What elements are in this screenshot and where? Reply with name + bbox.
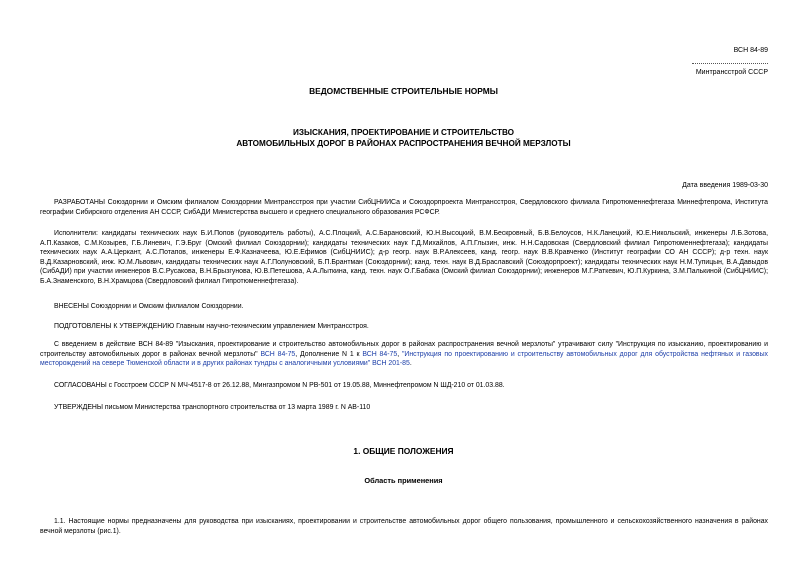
document-title: ВЕДОМСТВЕННЫЕ СТРОИТЕЛЬНЫЕ НОРМЫ xyxy=(309,86,498,96)
link-vsn-84-75-addendum[interactable]: ВСН 84-75 xyxy=(362,350,398,358)
paragraph-prepared: ПОДГОТОВЛЕНЫ К УТВЕРЖДЕНИЮ Главным научно-техническим управлением Минтрансстроя. xyxy=(54,323,369,330)
subtitle-line-2: АВТОМОБИЛЬНЫХ ДОРОГ В РАЙОНАХ РАСПРОСТРАНЕНИЯ ВЕЧНОЙ МЕРЗЛОТЫ xyxy=(236,139,571,148)
paragraph-agreed: СОГЛАСОВАНЫ с Госстроем СССР N МЧ-4517-8 от 26.12.88, Мингазпромом N РВ-501 от 19.05.88, Миннефтепромом N ШД-210 от 01.03.88. xyxy=(54,382,505,389)
document-code: ВСН 84-89 xyxy=(733,47,768,54)
paragraph-1-1: 1.1. Настоящие нормы предназначены для руководства при изысканиях, проектировании и строительстве автомобильных дорог общего пользования, промышленного и сельскохозяйственного назначения в районах вечной мерзлоты (рис.1). xyxy=(40,518,768,535)
paragraph-performers: Исполнители: кандидаты технических наук Б.И.Попов (руководитель работы), А.С.Плоцкий, А.С.Барановский, Ю.Н.Высоцкий, В.М.Бескровный, Б.В.Белоусов, Н.К.Ланецкий, Ю.Е.Никольский, инженеры Л.Б.Зотова, А.П.Казаков, С.М.Козырев, Г.Б.Линевич, Г.Э.Бруг (Омский филиал Союздорнии); кандидаты технических наук Г.Д.Михайлов, А.П.Глызин, инж. Н.Н.Садовская (Свердловский филиал Гипротюменнефтегаза); кандидаты технических наук А.А.Церкант, А.С.Потапов, инженеры Е.Ф.Казначеева, Ю.Е.Ефимов (СибЦНИИС); д-р геогр. наук В.Р.Алексеев, канд. геогр. наук В.В.Кравченко (Институт географии СО АН СССР); д-р техн. наук В.Д.Казарновский, инж. Ю.М.Львович, кандидаты технических наук А.Г.Полуновский, Б.П.Брантман (Союздорнии); канд. техн. наук В.Д.Браславский (Союздорпроект); кандидаты технических наук Н.М.Тупицын, В.А.Давыдов (СибАДИ) при участии инженеров В.С.Русакова, В.Н.Брызгунова, Ю.В.Петешова, А.А.Лыткина, канд. техн. наук О.Г.Бабака (Омский филиал Союздорнии); инженеров М.Г.Раткевич, Ю.П.Куркина, З.М.Палькиной (СибЦНИИС); Б.А.Знаменского, В.Н.Храмцова (Свердловский филиал Гипротюменнефтегаза). xyxy=(40,230,768,285)
paragraph-approved: УТВЕРЖДЕНЫ письмом Министерства транспортного строительства от 13 марта 1989 г. N АВ-110 xyxy=(54,404,371,411)
subtitle-line-1: ИЗЫСКАНИЯ, ПРОЕКТИРОВАНИЕ И СТРОИТЕЛЬСТВО xyxy=(292,128,515,137)
supersedes-text-4: . xyxy=(409,360,412,368)
link-vsn-201-85[interactable]: "Инструкция по проектированию и строительству автомобильных дорог для обустройства нефтяных и газовых месторождений на севере Тюменской области и в других районах тундры с аналогичными условиями" ВСН 201-85 xyxy=(40,350,768,368)
supersedes-text-2: , Дополнение N 1 к xyxy=(295,350,363,358)
link-vsn-84-75[interactable]: ВСН 84-75 xyxy=(260,350,296,358)
paragraph-developed: РАЗРАБОТАНЫ Союздорнии и Омским филиалом Союздорнии Минтрансстроя при участии СибЦНИИСа и Союздорпроекта Минтрансстроя, Свердловского филиала Гипротюменнефтегаза Миннефтепрома, Института географии Сибирского отделения АН СССР, СибАДИ Министерства высшего и среднего специального образования РСФСР. xyxy=(40,199,768,216)
supersedes-text-1: С введением в действие ВСН 84-89 "Изыскания, проектирование и строительство автомобильных дорог в районах распространения вечной мерзлоты" утрачивают силу "Инструкция по изысканию, проектированию и строительству автомобильных дорог в районах вечной мерзлоты" xyxy=(40,341,768,358)
paragraph-supersedes xyxy=(40,340,768,370)
paragraph-introduced: ВНЕСЕНЫ Союздорнии и Омским филиалом Союздорнии. xyxy=(54,303,244,310)
section-subheading: Область применения xyxy=(364,476,443,485)
section-heading: 1. ОБЩИЕ ПОЛОЖЕНИЯ xyxy=(353,446,454,456)
ministry-name: Минтрансстрой СССР xyxy=(695,69,768,76)
document-subtitle xyxy=(0,127,807,149)
introduction-date: Дата введения 1989-03-30 xyxy=(682,182,768,189)
header-divider xyxy=(692,63,768,64)
supersedes-text-3: , xyxy=(397,350,402,358)
